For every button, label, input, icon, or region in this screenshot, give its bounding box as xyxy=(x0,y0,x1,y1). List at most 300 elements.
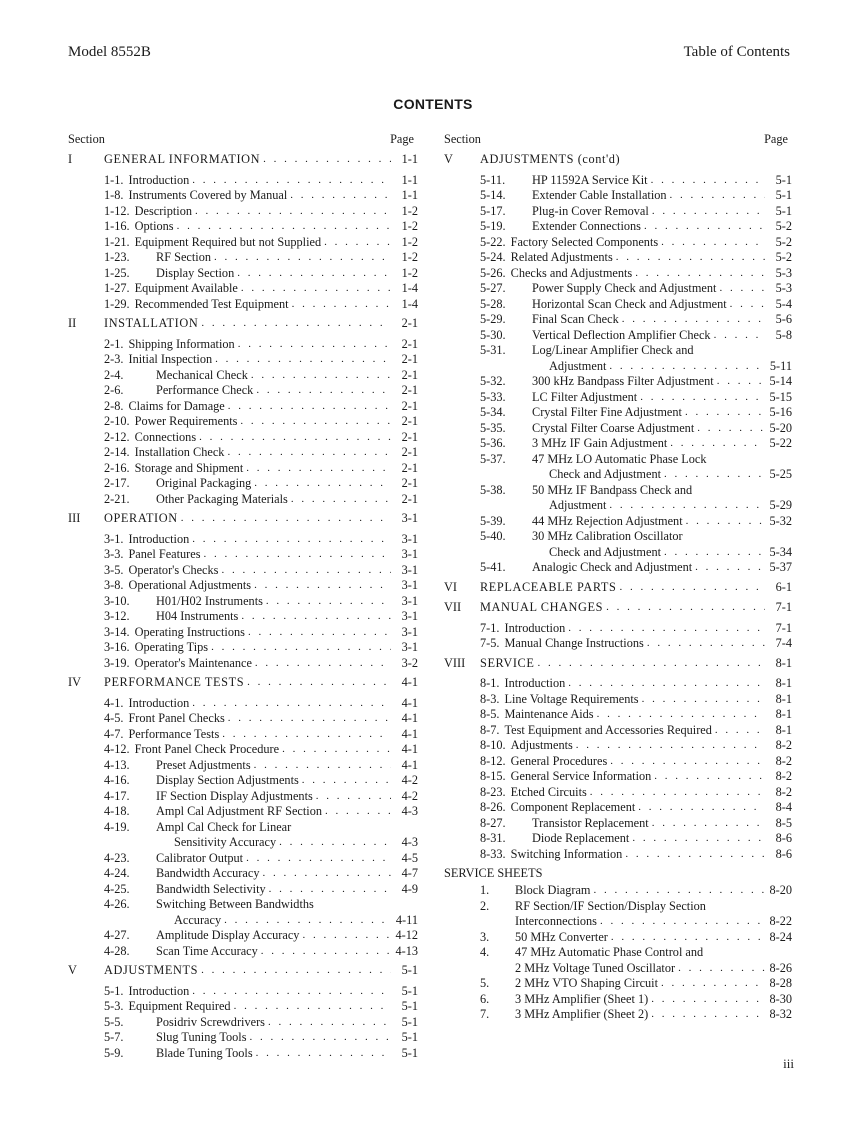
toc-entry-text: Factory Selected Components xyxy=(510,234,659,249)
toc-entry-text: Introduction xyxy=(128,695,190,710)
toc-entry[interactable] xyxy=(444,785,792,801)
toc-entry[interactable] xyxy=(444,1007,792,1023)
toc-entry-title xyxy=(104,368,248,384)
toc-entry[interactable] xyxy=(68,414,418,430)
toc-entry[interactable] xyxy=(68,578,418,594)
toc-entry[interactable] xyxy=(444,436,792,452)
toc-entry[interactable] xyxy=(444,545,792,561)
toc-entry-title xyxy=(104,1015,265,1031)
toc-entry-text: Installation Check xyxy=(134,445,225,459)
toc-page-number: 8-6 xyxy=(775,846,792,861)
toc-entry[interactable] xyxy=(68,1015,418,1031)
dot-leader xyxy=(661,235,765,251)
toc-entry-text: Maintenance Aids xyxy=(504,707,594,721)
toc-entry-title xyxy=(104,913,221,929)
toc-entry[interactable] xyxy=(68,461,418,477)
toc-list xyxy=(68,152,418,1061)
toc-page-number: 2-1 xyxy=(401,476,418,490)
section-column-label: Section xyxy=(68,132,105,146)
toc-entry[interactable] xyxy=(68,337,418,353)
dot-leader xyxy=(211,640,391,656)
toc-entry-title xyxy=(480,621,565,637)
toc-page-number: 1-4 xyxy=(401,296,418,311)
toc-entry[interactable] xyxy=(68,789,418,805)
toc-entry-number: 5-27. xyxy=(480,281,506,295)
toc-entry[interactable] xyxy=(444,281,792,297)
toc-entry[interactable] xyxy=(444,692,792,708)
toc-entry[interactable] xyxy=(68,944,418,960)
toc-entry[interactable] xyxy=(68,532,418,548)
toc-entry[interactable] xyxy=(444,514,792,530)
toc-entry-text: 3 MHz Amplifier (Sheet 1) xyxy=(515,991,649,1006)
toc-entry[interactable] xyxy=(444,961,792,977)
toc-entry[interactable] xyxy=(68,266,418,282)
toc-section-numeral: VII xyxy=(444,600,462,614)
toc-section-entry[interactable] xyxy=(68,963,418,979)
toc-section-entry[interactable] xyxy=(68,316,418,332)
toc-entry[interactable] xyxy=(444,483,792,499)
toc-entry-number: 2-4. xyxy=(104,367,124,382)
toc-page-number: 5-1 xyxy=(401,963,418,977)
page-title: CONTENTS xyxy=(393,96,473,112)
toc-entry[interactable] xyxy=(444,992,792,1008)
toc-entry[interactable] xyxy=(444,343,792,359)
toc-entry[interactable] xyxy=(444,467,792,483)
toc-entry-text: Line Voltage Requirements xyxy=(504,691,639,706)
toc-entry-text: Switching Between Bandwidths xyxy=(156,897,314,911)
dot-leader xyxy=(192,984,391,1000)
toc-entry[interactable] xyxy=(68,1046,418,1062)
toc-entry[interactable] xyxy=(68,594,418,610)
toc-entry-number: 2. xyxy=(480,898,490,913)
toc-entry-text: Adjustments xyxy=(510,738,573,752)
toc-page-number: 8-30 xyxy=(769,991,792,1006)
toc-entry-text: Description xyxy=(134,203,192,218)
toc-entry[interactable] xyxy=(68,758,418,774)
toc-page-number: 4-1 xyxy=(401,726,418,741)
toc-page-number: 2-1 xyxy=(401,336,418,351)
toc-entry-title xyxy=(104,999,231,1015)
toc-page-number: 3-1 xyxy=(401,511,418,525)
toc-entry[interactable] xyxy=(68,250,418,266)
toc-page-number: 8-32 xyxy=(769,1007,792,1021)
toc-entry[interactable] xyxy=(68,445,418,461)
toc-entry-title xyxy=(104,547,201,563)
toc-entry[interactable] xyxy=(68,204,418,220)
toc-entry[interactable] xyxy=(68,851,418,867)
toc-entry-title xyxy=(480,738,573,754)
toc-entry-text: 47 MHz LO Automatic Phase Lock xyxy=(532,451,707,466)
toc-section-entry[interactable] xyxy=(444,580,792,596)
toc-entry[interactable] xyxy=(444,883,792,899)
toc-entry-text: Preset Adjustments xyxy=(156,757,251,772)
toc-entry-title xyxy=(480,707,594,723)
toc-section-entry[interactable] xyxy=(444,600,792,616)
toc-entry-number: 2-12. xyxy=(104,429,130,444)
toc-entry-title xyxy=(480,250,613,266)
dot-leader xyxy=(279,835,391,851)
toc-page-number: 8-1 xyxy=(775,655,792,670)
toc-entry[interactable] xyxy=(444,560,792,576)
toc-entry[interactable] xyxy=(444,328,792,344)
toc-entry[interactable] xyxy=(68,188,418,204)
toc-entry[interactable] xyxy=(444,529,792,545)
toc-entry-title xyxy=(480,600,603,616)
toc-entry-text: Slug Tuning Tools xyxy=(156,1030,247,1044)
toc-section-numeral: III xyxy=(68,511,81,525)
toc-entry-title xyxy=(104,430,196,446)
toc-entry-title xyxy=(104,532,189,548)
toc-page-number: 1-2 xyxy=(401,250,418,264)
dot-leader xyxy=(227,445,391,461)
toc-entry[interactable] xyxy=(68,727,418,743)
toc-entry[interactable] xyxy=(444,816,792,832)
toc-entry-text: SERVICE xyxy=(480,655,535,670)
toc-entry[interactable] xyxy=(68,609,418,625)
toc-entry-text: Introduction xyxy=(504,620,566,635)
toc-page-number: 6-1 xyxy=(775,579,792,594)
toc-entry-number: 1-16. xyxy=(104,219,130,233)
dot-leader xyxy=(263,152,391,168)
toc-page-number: 5-1 xyxy=(401,999,418,1013)
toc-entry-title xyxy=(104,897,314,913)
dot-leader xyxy=(255,656,391,672)
dot-leader xyxy=(177,219,391,235)
toc-entry[interactable] xyxy=(444,636,792,652)
toc-page-number: 5-1 xyxy=(775,172,792,187)
toc-entry-number: 5-22. xyxy=(480,234,506,249)
toc-entry-text: Recommended Test Equipment xyxy=(134,296,289,311)
toc-entry-text: Operating Tips xyxy=(134,640,209,654)
toc-entry-number: 5-30. xyxy=(480,327,506,342)
toc-entry[interactable] xyxy=(444,498,792,514)
toc-entry-title xyxy=(104,337,235,353)
toc-entry-title xyxy=(104,219,174,235)
toc-entry-number: 1-23. xyxy=(104,250,130,264)
toc-entry-text: Scan Time Accuracy xyxy=(156,943,258,958)
toc-entry[interactable] xyxy=(444,847,792,863)
toc-section-numeral: VIII xyxy=(444,655,466,670)
toc-entry[interactable] xyxy=(444,866,792,883)
toc-entry-number: 5-37. xyxy=(480,451,506,466)
toc-entry-title xyxy=(480,692,639,708)
toc-entry-number: 8-27. xyxy=(480,815,506,830)
dot-leader xyxy=(652,816,765,832)
toc-entry-title xyxy=(480,899,706,915)
toc-page-number: 2-1 xyxy=(401,491,418,506)
toc-entry-title xyxy=(104,773,299,789)
toc-entry-title xyxy=(480,545,661,561)
toc-entry[interactable] xyxy=(444,297,792,313)
column-header xyxy=(444,132,792,148)
dot-leader xyxy=(254,758,391,774)
toc-page-number: 2-1 xyxy=(401,383,418,397)
toc-entry-title xyxy=(480,769,651,785)
toc-entry-title xyxy=(104,758,251,774)
toc-entry-title xyxy=(104,316,198,332)
toc-entry[interactable] xyxy=(68,640,418,656)
toc-entry-text: Other Packaging Materials xyxy=(156,491,288,506)
toc-entry[interactable] xyxy=(68,804,418,820)
toc-page-number: 5-1 xyxy=(775,188,792,202)
toc-entry[interactable] xyxy=(444,707,792,723)
toc-entry-text: Operator's Maintenance xyxy=(134,655,252,670)
toc-page-number: 8-26 xyxy=(769,960,792,975)
toc-entry-number: 4-1. xyxy=(104,695,124,710)
toc-section-numeral: II xyxy=(68,316,77,330)
dot-leader xyxy=(600,914,765,930)
toc-entry-number: 3-5. xyxy=(104,562,124,577)
toc-entry[interactable] xyxy=(68,999,418,1015)
toc-entry-title xyxy=(104,984,189,1000)
toc-entry[interactable] xyxy=(68,173,418,189)
toc-entry[interactable] xyxy=(444,899,792,915)
toc-page-number: 4-12 xyxy=(395,928,418,942)
toc-entry[interactable] xyxy=(68,656,418,672)
toc-entry[interactable] xyxy=(68,1030,418,1046)
toc-page-number: 5-2 xyxy=(775,219,792,233)
toc-entry-text: H04 Instruments xyxy=(156,609,239,623)
toc-entry[interactable] xyxy=(68,711,418,727)
toc-page-number: 3-1 xyxy=(401,547,418,561)
toc-entry[interactable] xyxy=(68,383,418,399)
toc-entry[interactable] xyxy=(68,219,418,235)
toc-page-number: 8-28 xyxy=(769,976,792,990)
toc-page-number: 2-1 xyxy=(401,429,418,444)
toc-entry[interactable] xyxy=(444,738,792,754)
toc-entry-title xyxy=(104,928,299,944)
dot-leader xyxy=(622,312,765,328)
toc-section-entry[interactable] xyxy=(68,675,418,691)
toc-entry[interactable] xyxy=(68,835,418,851)
toc-entry-number: 8-5. xyxy=(480,707,500,721)
toc-entry[interactable] xyxy=(444,930,792,946)
toc-entry-number: 5-11. xyxy=(480,172,506,187)
dot-leader xyxy=(670,436,765,452)
toc-entry-title xyxy=(480,560,692,576)
toc-entry-text: Diode Replacement xyxy=(532,831,630,845)
dot-leader xyxy=(316,789,391,805)
toc-entry[interactable] xyxy=(444,676,792,692)
toc-entry[interactable] xyxy=(444,621,792,637)
toc-page-number: 8-24 xyxy=(769,929,792,944)
toc-entry-number: 2-21. xyxy=(104,491,130,506)
toc-entry-number: 5. xyxy=(480,976,490,990)
dot-leader xyxy=(651,1007,765,1023)
toc-entry[interactable] xyxy=(444,723,792,739)
toc-entry[interactable] xyxy=(68,399,418,415)
toc-entry-text: Introduction xyxy=(128,983,190,998)
toc-entry-number: 3-19. xyxy=(104,655,130,670)
toc-page-number: 8-1 xyxy=(775,676,792,690)
toc-entry[interactable] xyxy=(68,281,418,297)
toc-entry-title xyxy=(104,399,225,415)
toc-entry-text: Bandwidth Accuracy xyxy=(156,866,260,880)
toc-page-number: 3-1 xyxy=(401,593,418,608)
toc-entry[interactable] xyxy=(444,405,792,421)
dot-leader xyxy=(638,800,765,816)
toc-page-number: 2-1 xyxy=(401,352,418,366)
toc-entry-title xyxy=(480,483,692,499)
dot-leader xyxy=(611,930,765,946)
toc-entry[interactable] xyxy=(444,390,792,406)
toc-entry-title xyxy=(104,1030,247,1046)
toc-entry-text: Component Replacement xyxy=(510,800,636,814)
toc-entry[interactable] xyxy=(68,563,418,579)
toc-page-number: 3-1 xyxy=(401,562,418,577)
toc-section-numeral: SERVICE SHEETS xyxy=(444,866,543,880)
toc-entry[interactable] xyxy=(68,235,418,251)
toc-entry[interactable] xyxy=(68,866,418,882)
toc-entry[interactable] xyxy=(68,430,418,446)
dot-leader xyxy=(324,235,391,251)
dot-leader xyxy=(302,928,391,944)
toc-entry[interactable] xyxy=(444,421,792,437)
toc-entry-text: ADJUSTMENTS (cont'd) xyxy=(480,152,621,166)
toc-entry-number: 1-8. xyxy=(104,188,124,202)
toc-entry[interactable] xyxy=(444,312,792,328)
dot-leader xyxy=(593,883,765,899)
dot-leader xyxy=(576,738,765,754)
toc-entry[interactable] xyxy=(444,188,792,204)
toc-entry-number: 2-16. xyxy=(104,460,130,475)
dot-leader xyxy=(654,769,765,785)
toc-entry-text: H01/H02 Instruments xyxy=(156,593,263,608)
toc-entry[interactable] xyxy=(68,352,418,368)
toc-entry-text: Switching Information xyxy=(510,846,623,861)
toc-entry-title xyxy=(480,976,658,992)
toc-entry[interactable] xyxy=(444,914,792,930)
toc-entry[interactable] xyxy=(444,374,792,390)
dot-leader xyxy=(695,560,765,576)
toc-entry-number: 8-10. xyxy=(480,738,506,752)
toc-page-number: 4-9 xyxy=(401,881,418,896)
toc-entry[interactable] xyxy=(68,742,418,758)
dot-leader xyxy=(251,368,391,384)
toc-entry[interactable] xyxy=(444,754,792,770)
toc-entry[interactable] xyxy=(444,945,792,961)
toc-entry-title xyxy=(480,847,622,863)
toc-entry-text: Performance Check xyxy=(156,383,254,397)
dot-leader xyxy=(697,421,765,437)
toc-page-number: 8-4 xyxy=(775,800,792,814)
toc-entry[interactable] xyxy=(68,928,418,944)
toc-entry[interactable] xyxy=(444,266,792,282)
toc-entry[interactable] xyxy=(68,297,418,313)
toc-entry[interactable] xyxy=(68,897,418,913)
toc-page-number: 4-2 xyxy=(401,773,418,787)
toc-entry[interactable] xyxy=(444,250,792,266)
toc-entry-text: Equipment Required xyxy=(128,999,231,1013)
toc-entry[interactable] xyxy=(68,820,418,836)
toc-entry[interactable] xyxy=(68,476,418,492)
toc-entry-title xyxy=(480,883,590,899)
toc-entry-text: Horizontal Scan Check and Adjustment xyxy=(532,296,727,311)
toc-entry-text: Extender Cable Installation xyxy=(532,188,667,202)
toc-entry-text: MANUAL CHANGES xyxy=(480,600,604,614)
dot-leader xyxy=(590,785,765,801)
toc-entry[interactable] xyxy=(68,625,418,641)
toc-entry[interactable] xyxy=(68,882,418,898)
dot-leader xyxy=(241,281,391,297)
toc-entry[interactable] xyxy=(68,696,418,712)
toc-entry-text: REPLACEABLE PARTS xyxy=(480,579,617,594)
toc-entry-title xyxy=(104,297,289,313)
toc-entry-title xyxy=(480,800,635,816)
toc-entry-number: 1-29. xyxy=(104,296,130,311)
toc-entry[interactable] xyxy=(444,173,792,189)
toc-page-number: 1-1 xyxy=(401,172,418,187)
toc-entry[interactable] xyxy=(68,492,418,508)
toc-entry[interactable] xyxy=(68,547,418,563)
toc-section-entry[interactable] xyxy=(68,511,418,527)
toc-entry-text: Blade Tuning Tools xyxy=(156,1045,253,1060)
toc-entry[interactable] xyxy=(444,204,792,220)
toc-entry[interactable] xyxy=(444,976,792,992)
toc-entry-title xyxy=(104,445,224,461)
toc-page-number: 5-16 xyxy=(769,405,792,419)
toc-page-number: 5-1 xyxy=(401,983,418,998)
toc-entry[interactable] xyxy=(68,913,418,929)
toc-entry-text: Check and Adjustment xyxy=(549,467,662,481)
toc-page-number: 4-1 xyxy=(401,695,418,710)
toc-page-number: 8-2 xyxy=(775,769,792,783)
toc-entry-title xyxy=(104,609,238,625)
toc-entry[interactable] xyxy=(68,773,418,789)
toc-entry[interactable] xyxy=(444,800,792,816)
toc-entry[interactable] xyxy=(444,452,792,468)
dot-leader xyxy=(199,430,391,446)
toc-section-entry[interactable] xyxy=(444,656,792,672)
toc-page-number: 8-1 xyxy=(775,722,792,737)
toc-entry[interactable] xyxy=(444,219,792,235)
toc-entry[interactable] xyxy=(444,235,792,251)
toc-entry-title xyxy=(104,711,225,727)
toc-entry-number: 4-12. xyxy=(104,742,130,756)
toc-entry-text: Original Packaging xyxy=(156,476,252,490)
toc-entry-text: OPERATION xyxy=(104,511,178,525)
toc-section-entry[interactable] xyxy=(68,152,418,168)
toc-entry-text: RF Section/IF Section/Display Section xyxy=(515,898,706,913)
toc-entry-title xyxy=(480,436,667,452)
toc-entry-title xyxy=(480,1007,648,1023)
dot-leader xyxy=(610,754,765,770)
toc-entry-text: Log/Linear Amplifier Check and xyxy=(532,343,694,357)
toc-entry-title xyxy=(104,152,260,168)
toc-page-number: 1-2 xyxy=(401,203,418,218)
toc-entry[interactable] xyxy=(68,984,418,1000)
toc-section-entry[interactable] xyxy=(444,152,792,168)
toc-entry-title xyxy=(104,851,243,867)
toc-entry[interactable] xyxy=(444,359,792,375)
toc-entry[interactable] xyxy=(444,769,792,785)
toc-entry-number: 7-5. xyxy=(480,636,500,650)
toc-page-number: 4-11 xyxy=(395,912,418,927)
toc-page-number: 3-1 xyxy=(401,640,418,654)
dot-leader xyxy=(192,696,391,712)
toc-entry-text: Test Equipment and Accessories Required xyxy=(504,722,712,737)
toc-entry-number: 5-31. xyxy=(480,343,506,357)
toc-section-numeral: V xyxy=(444,152,453,166)
toc-entry[interactable] xyxy=(444,831,792,847)
column-header xyxy=(68,132,418,148)
toc-entry-text: Manual Change Instructions xyxy=(504,636,644,650)
toc-entry-title xyxy=(104,383,253,399)
toc-entry[interactable] xyxy=(68,368,418,384)
toc-page-number: 4-3 xyxy=(401,835,418,849)
toc-entry-text: 300 kHz Bandpass Filter Adjustment xyxy=(532,374,714,388)
toc-entry-text: 50 MHz Converter xyxy=(515,929,608,944)
